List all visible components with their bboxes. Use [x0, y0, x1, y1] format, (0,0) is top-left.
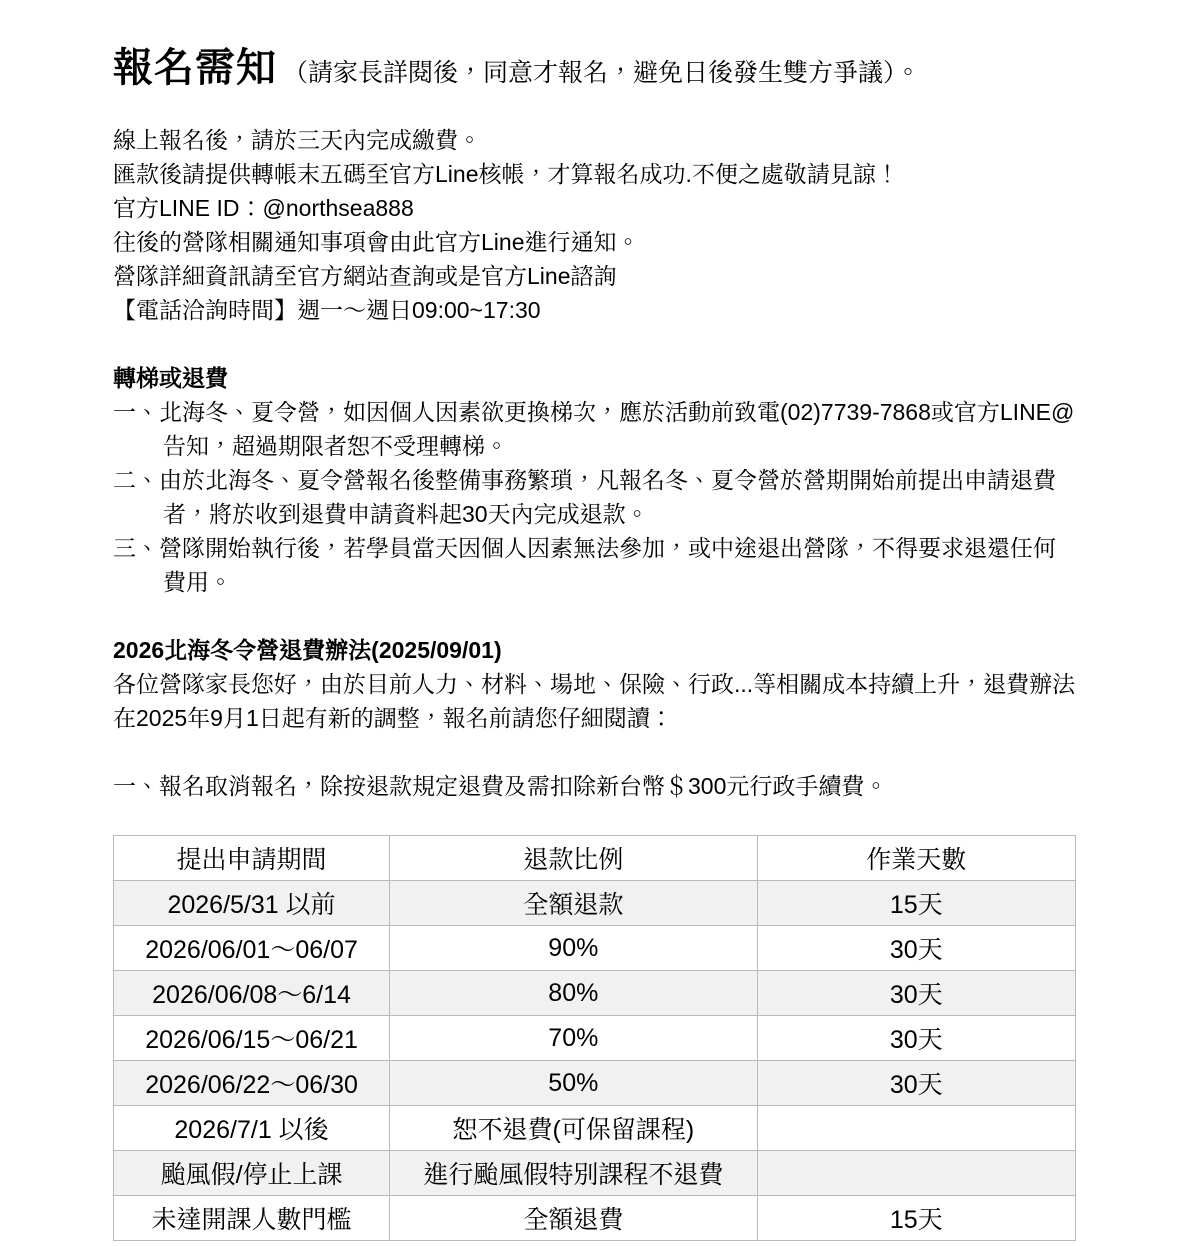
cell-days: 30天	[757, 926, 1075, 971]
refund-policy-heading: 2026北海冬令營退費辦法(2025/09/01)	[113, 637, 502, 663]
intro-line: 往後的營隊相關通知事項會由此官方Line進行通知。	[113, 229, 640, 255]
refund-policy-section	[113, 633, 1076, 735]
cell-days: 30天	[757, 1061, 1075, 1106]
cell-days	[757, 1106, 1075, 1151]
transfer-refund-item: 二、由於北海冬、夏令營報名後整備事務繁瑣，凡報名冬、夏令營於營期開始前提出申請退費者，將於收到退費申請資料起30天內完成退款。	[113, 467, 1056, 527]
table-row	[114, 1061, 1076, 1106]
intro-line: 官方LINE ID：@northsea888	[113, 195, 414, 221]
table-row	[114, 926, 1076, 971]
cell-period: 2026/06/08～6/14	[114, 971, 390, 1016]
cell-ratio: 50%	[390, 1061, 757, 1106]
refund-policy-intro: 各位營隊家長您好，由於目前人力、材料、場地、保險、行政...等相關成本持續上升，退費辦法在2025年9月1日起有新的調整，報名前請您仔細閱讀：	[113, 671, 1076, 731]
cell-period: 2026/06/01～06/07	[114, 926, 390, 971]
intro-block	[113, 123, 1076, 327]
intro-line: 匯款後請提供轉帳末五碼至官方Line核帳，才算報名成功.不便之處敬請見諒！	[113, 161, 899, 187]
intro-line: 營隊詳細資訊請至官方網站查詢或是官方Line諮詢	[113, 263, 617, 289]
cell-days: 15天	[757, 1196, 1075, 1241]
cell-period: 未達開課人數門檻	[114, 1196, 390, 1241]
refund-table	[113, 835, 1076, 1241]
cell-ratio: 全額退款	[390, 881, 757, 926]
cell-period: 2026/5/31 以前	[114, 881, 390, 926]
transfer-refund-item: 一、北海冬、夏令營，如因個人因素欲更換梯次，應於活動前致電(02)7739-7868或官方LINE@告知，超過期限者恕不受理轉梯。	[113, 399, 1075, 459]
table-row	[114, 1016, 1076, 1061]
intro-line: 【電話洽詢時間】週一～週日09:00~17:30	[113, 297, 541, 323]
transfer-refund-section	[113, 361, 1076, 599]
cell-ratio: 90%	[390, 926, 757, 971]
cell-ratio: 全額退費	[390, 1196, 757, 1241]
transfer-refund-item: 三、營隊開始執行後，若學員當天因個人因素無法參加，或中途退出營隊，不得要求退還任何費用。	[113, 535, 1056, 595]
cell-days: 30天	[757, 1016, 1075, 1061]
cell-period: 颱風假/停止上課	[114, 1151, 390, 1196]
document-content	[113, 36, 1076, 1241]
refund-table-header-period: 提出申請期間	[114, 836, 390, 881]
cell-period: 2026/06/22～06/30	[114, 1061, 390, 1106]
refund-table-header-row	[114, 836, 1076, 881]
table-row	[114, 1106, 1076, 1151]
intro-line: 線上報名後，請於三天內完成繳費。	[113, 127, 481, 153]
cell-days: 30天	[757, 971, 1075, 1016]
cell-ratio: 進行颱風假特別課程不退費	[390, 1151, 757, 1196]
transfer-refund-heading: 轉梯或退費	[113, 365, 228, 391]
refund-table-header-ratio: 退款比例	[390, 836, 757, 881]
table-row	[114, 971, 1076, 1016]
page-title-note: （請家長詳閱後，同意才報名，避免日後發生雙方爭議）。	[283, 59, 921, 87]
table-row	[114, 1151, 1076, 1196]
cell-ratio: 80%	[390, 971, 757, 1016]
cell-period: 2026/06/15～06/21	[114, 1016, 390, 1061]
table-row	[114, 881, 1076, 926]
cell-ratio: 70%	[390, 1016, 757, 1061]
cell-days	[757, 1151, 1075, 1196]
refund-table-header-days: 作業天數	[757, 836, 1075, 881]
refund-rule: 一、報名取消報名，除按退款規定退費及需扣除新台幣＄300元行政手續費。	[113, 773, 888, 799]
title-row	[113, 36, 1076, 93]
table-row	[114, 1196, 1076, 1241]
cell-ratio: 恕不退費(可保留課程)	[390, 1106, 757, 1151]
cell-days: 15天	[757, 881, 1075, 926]
cell-period: 2026/7/1 以後	[114, 1106, 390, 1151]
page-title: 報名需知	[113, 46, 277, 90]
